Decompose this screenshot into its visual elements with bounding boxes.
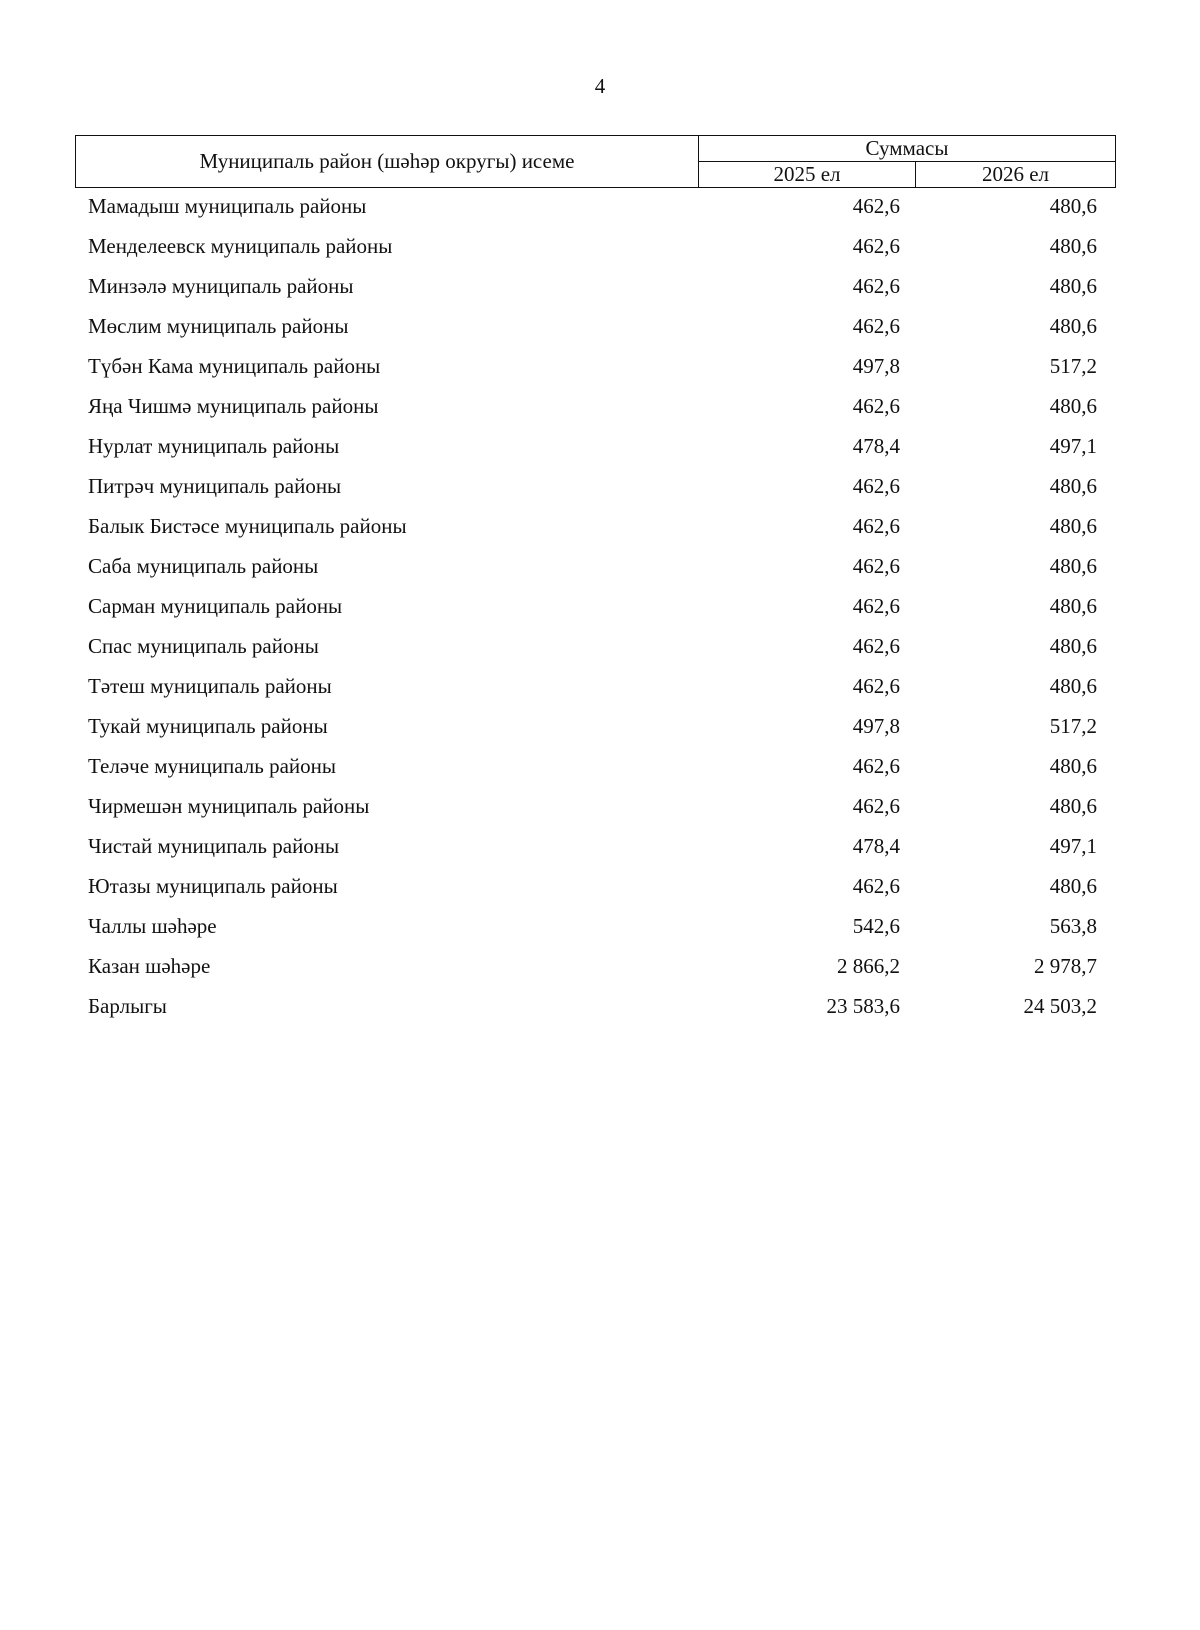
header-sum-group: Суммасы xyxy=(699,136,1116,162)
table-row xyxy=(75,791,1115,831)
row-value-2026: 480,6 xyxy=(1049,634,1097,658)
row-value-2025: 2 866,2 xyxy=(837,954,900,978)
table-row xyxy=(75,351,1115,391)
table-row xyxy=(75,311,1115,351)
row-name: Чаллы шәһәре xyxy=(88,914,217,938)
row-value-2026: 24 503,2 xyxy=(1023,994,1097,1018)
table-row xyxy=(75,991,1115,1031)
row-name: Мамадыш муниципаль районы xyxy=(88,194,367,218)
row-value-2025: 462,6 xyxy=(852,194,900,218)
row-name: Балык Бистәсе муниципаль районы xyxy=(88,514,407,538)
row-value-2025: 497,8 xyxy=(852,714,900,738)
table-row xyxy=(75,391,1115,431)
row-value-2026: 480,6 xyxy=(1049,274,1097,298)
table-row xyxy=(75,551,1115,591)
row-name: Сарман муниципаль районы xyxy=(88,594,343,618)
row-name: Питрәч муниципаль районы xyxy=(88,474,342,498)
row-value-2026: 480,6 xyxy=(1049,594,1097,618)
row-value-2026: 2 978,7 xyxy=(1034,954,1097,978)
row-value-2026: 480,6 xyxy=(1049,674,1097,698)
row-value-2025: 542,6 xyxy=(852,914,900,938)
row-value-2026: 517,2 xyxy=(1049,354,1097,378)
table-row xyxy=(75,271,1115,311)
row-value-2025: 462,6 xyxy=(852,794,900,818)
table-row xyxy=(75,671,1115,711)
row-name: Чирмешән муниципаль районы xyxy=(88,794,370,818)
row-value-2026: 497,1 xyxy=(1049,834,1097,858)
row-value-2026: 480,6 xyxy=(1049,554,1097,578)
row-name: Спас муниципаль районы xyxy=(88,634,319,658)
table-row xyxy=(75,191,1115,231)
table-header xyxy=(75,135,1116,188)
table-row xyxy=(75,871,1115,911)
row-name: Минзәлә муниципаль районы xyxy=(88,274,354,298)
row-value-2025: 462,6 xyxy=(852,674,900,698)
row-value-2025: 462,6 xyxy=(852,394,900,418)
row-name: Казан шәһәре xyxy=(88,954,211,978)
row-value-2026: 480,6 xyxy=(1049,394,1097,418)
row-value-2025: 497,8 xyxy=(852,354,900,378)
table-row xyxy=(75,911,1115,951)
row-value-2025: 462,6 xyxy=(852,754,900,778)
row-name: Саба муниципаль районы xyxy=(88,554,319,578)
row-name: Тәтеш муниципаль районы xyxy=(88,674,332,698)
table-row xyxy=(75,591,1115,631)
row-value-2025: 462,6 xyxy=(852,514,900,538)
row-value-2026: 480,6 xyxy=(1049,794,1097,818)
row-value-2026: 480,6 xyxy=(1049,874,1097,898)
table-body xyxy=(75,191,1115,1031)
row-name: Яңа Чишмә муниципаль районы xyxy=(88,394,379,418)
row-value-2025: 462,6 xyxy=(852,594,900,618)
row-name: Тукай муниципаль районы xyxy=(88,714,328,738)
row-name: Теләче муниципаль районы xyxy=(88,754,336,778)
row-name: Мөслим муниципаль районы xyxy=(88,314,349,338)
table-row xyxy=(75,631,1115,671)
row-name: Чистай муниципаль районы xyxy=(88,834,340,858)
row-value-2025: 478,4 xyxy=(852,834,900,858)
row-name: Ютазы муниципаль районы xyxy=(88,874,338,898)
table-row xyxy=(75,231,1115,271)
row-value-2026: 480,6 xyxy=(1049,474,1097,498)
row-name: Түбән Кама муниципаль районы xyxy=(88,354,381,378)
row-value-2025: 478,4 xyxy=(852,434,900,458)
row-value-2025: 462,6 xyxy=(852,634,900,658)
row-name: Барлыгы xyxy=(88,994,167,1018)
row-value-2025: 462,6 xyxy=(852,234,900,258)
row-value-2026: 517,2 xyxy=(1049,714,1097,738)
row-name: Менделеевск муниципаль районы xyxy=(88,234,393,258)
row-value-2026: 480,6 xyxy=(1049,514,1097,538)
row-name: Нурлат муниципаль районы xyxy=(88,434,340,458)
table-row xyxy=(75,751,1115,791)
row-value-2026: 480,6 xyxy=(1049,754,1097,778)
table-row xyxy=(75,951,1115,991)
row-value-2025: 462,6 xyxy=(852,874,900,898)
page-number: 4 xyxy=(594,74,606,98)
row-value-2026: 480,6 xyxy=(1049,194,1097,218)
row-value-2025: 462,6 xyxy=(852,274,900,298)
table-row xyxy=(75,831,1115,871)
row-value-2026: 563,8 xyxy=(1049,914,1097,938)
row-value-2025: 462,6 xyxy=(852,554,900,578)
row-value-2026: 497,1 xyxy=(1049,434,1097,458)
row-value-2026: 480,6 xyxy=(1049,314,1097,338)
table-row xyxy=(75,511,1115,551)
row-value-2025: 462,6 xyxy=(852,314,900,338)
table-row xyxy=(75,431,1115,471)
row-value-2025: 462,6 xyxy=(852,474,900,498)
row-value-2025: 23 583,6 xyxy=(826,994,900,1018)
table-row xyxy=(75,711,1115,751)
header-year-2026: 2026 ел xyxy=(916,162,1116,188)
header-name-column: Муниципаль район (шәһәр округы) исеме xyxy=(76,136,699,188)
table-row xyxy=(75,471,1115,511)
header-year-2025: 2025 ел xyxy=(699,162,916,188)
row-value-2026: 480,6 xyxy=(1049,234,1097,258)
